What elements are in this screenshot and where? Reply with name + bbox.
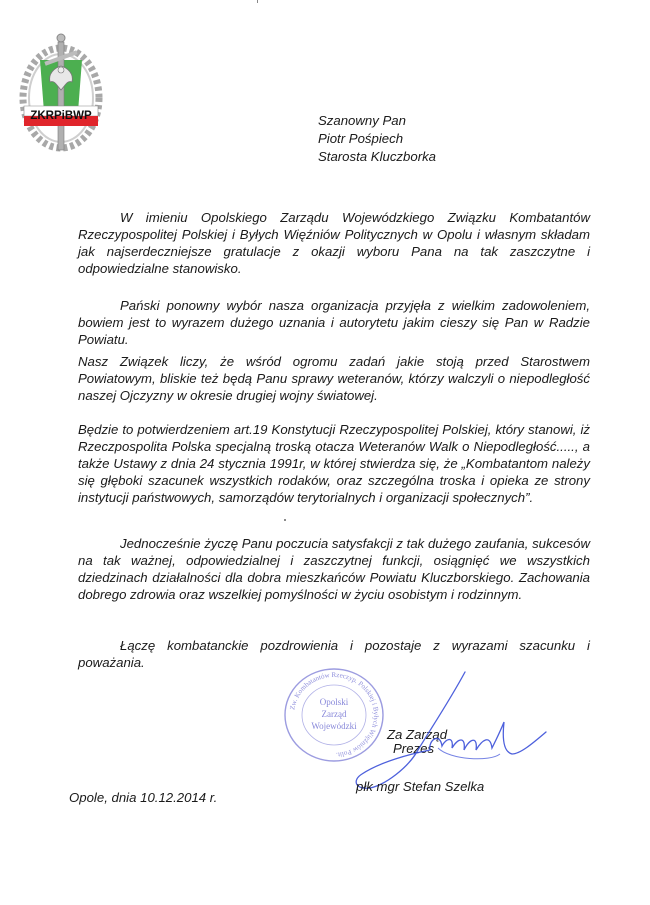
paragraph-reelection: Pański ponowny wybór nasza organizacja przyjęła z wielkim zadowoleniem, bowiem jest to wyrazem dużego uznania i autorytetu jakim cieszy się Pan w Radzie Powiatu. <box>78 298 590 347</box>
stamp-ring-text: Zw. Kombatantów Rzeczyp. Polskiej i Byłych Więźniów Polit. <box>288 670 381 759</box>
organization-logo <box>18 30 104 155</box>
paragraph-wishes: Jednocześnie życzę Panu poczucia satysfakcji z tak dużego zaufania, sukcesów na tak ważnej, odpowiedzialnej i zaszczytnej funkcji, osiągnięć we wszystkich dziedzinach działalności dla dobra mieszkańców Powiatu Kluczborskiego. Zachowania dobrego zdrowia oraz wszelkiej pomyślności w życiu osobistym i rodzinnym. <box>78 536 590 602</box>
paragraph-congratulations: W imieniu Opolskiego Zarządu Wojewódzkiego Związku Kombatantów Rzeczypospolitej Polskiej i Byłych Więźniów Politycznych w Opolu i własnym składam jak najserdeczniejsze gratulacje z okazji wyboru Pana na tak zaszczytne i odpowiedzialne stanowisko. <box>78 210 590 276</box>
signer-name: płk mgr Stefan Szelka <box>356 779 485 794</box>
salutation: Szanowny Pan <box>318 113 406 128</box>
stamp-line-2: Zarząd <box>321 709 347 719</box>
addressee-block <box>318 112 436 166</box>
logo-text: ZKRPiBWP <box>30 110 92 122</box>
finial-icon <box>57 34 65 42</box>
paragraph-veterans: Nasz Związek liczy, że wśród ogromu zadań jakie stoją przed Starostwem Powiatowym, bliskie też będą Panu sprawy weteranów, którzy walczyli o niepodległość naszej Ojczyzny w okresie drugiej wojny światowej. <box>78 354 590 403</box>
stamp-line-1: Opolski <box>319 697 349 707</box>
signature-label-president: Prezes <box>393 741 435 756</box>
stamp-line-3: Wojewódzki <box>311 721 357 731</box>
addressee-title: Starosta Kluczborka <box>318 149 437 164</box>
place-and-date: Opole, dnia 10.12.2014 r. <box>69 790 218 805</box>
banner <box>24 106 98 126</box>
addressee-name: Piotr Pośpiech <box>318 131 404 146</box>
paragraph-closing: Łączę kombatanckie pozdrowienia i pozostaje z wyrazami szacunku i poważania. <box>78 638 590 670</box>
paragraph-constitution: Będzie to potwierdzeniem art.19 Konstytucji Rzeczypospolitej Polskiej, który stanowi, iż Rzeczpospolita Polska specjalną troską otacza Weteranów Walk o Niepodległość....., a także Ustawy z dnia 24 stycznia 1991r, w której stwierdza się, że „Kombatantom należy się głęboki szacunek wszystkich rodaków, oraz szczególna troska i opieka ze strony instytucji państwowych, samorządów terytorialnych i organizacji społecznych”. <box>78 422 590 505</box>
scan-mark <box>257 0 258 3</box>
scan-dot <box>284 519 286 521</box>
signature-label-board: Za Zarząd <box>387 727 448 742</box>
